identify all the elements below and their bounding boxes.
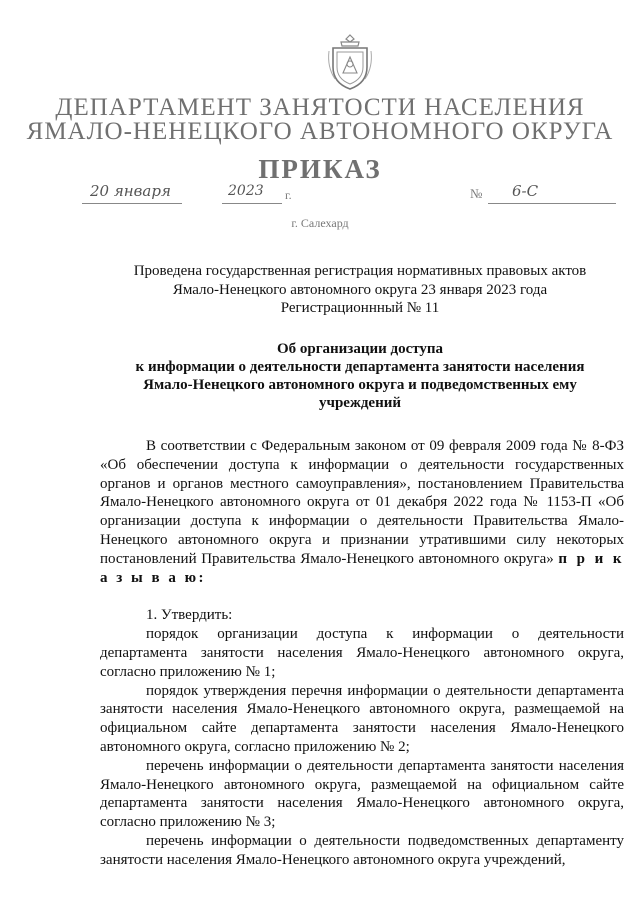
- preamble-paragraph: [100, 437, 624, 587]
- document-type-heading: ПРИКАЗ: [258, 154, 382, 184]
- city: г. Салехард: [291, 216, 349, 230]
- year-suffix: г.: [285, 188, 292, 202]
- date-underline: [82, 203, 182, 204]
- order-title: [100, 340, 620, 412]
- order-number: 6-С: [512, 182, 539, 200]
- number-underline: [488, 203, 616, 204]
- date-day-month: 20 января: [90, 182, 171, 200]
- item-1-heading: 1. Утвердить:: [146, 607, 233, 624]
- coat-of-arms-emblem: [325, 33, 375, 91]
- registration-line1: Проведена государственная регистрация нормативных правовых актов: [133, 263, 587, 279]
- item-1-paragraph-2: порядок утверждения перечня информации о деятельности департамента занятости населения Ямало-Ненецкого автономного округа, размещаемой на официальном сайте департамента занятости населения Ямало-Ненецкого автономного округа, согласно приложению № 2;: [100, 682, 624, 755]
- registration-note: [100, 262, 620, 318]
- title-line1: Об организации доступа: [276, 341, 444, 357]
- order-body: [100, 437, 624, 870]
- order-word: п р и к а з ы в а ю:: [100, 550, 625, 586]
- title-line2: к информации о деятельности департамента занятости населения: [135, 359, 585, 375]
- department-name-line2: ЯМАЛО-НЕНЕЦКОГО АВТОНОМНОГО ОКРУГА: [26, 118, 614, 145]
- title-line3: Ямало-Ненецкого автономного округа и подведомственных ему: [143, 377, 577, 393]
- year-underline: [222, 203, 282, 204]
- title-line4: учреждений: [318, 395, 401, 411]
- item-1-paragraph-4: перечень информации о деятельности подведомственных департаменту занятости населения Ямало-Ненецкого автономного округа учреждений,: [100, 832, 624, 868]
- item-1-paragraph-3: перечень информации о деятельности департамента занятости населения Ямало-Ненецкого автономного округа, размещаемой на официальном сайте департамента занятости населения Ямало-Ненецкого автономного округа, согласно приложению № 3;: [100, 757, 624, 831]
- registration-line3: Регистрационнный № 11: [280, 300, 440, 316]
- registration-line2: Ямало-Ненецкого автономного округа 23 января 2023 года: [172, 281, 548, 298]
- number-sign: №: [470, 186, 483, 201]
- preamble-text: В соответствии с Федеральным законом от 09 февраля 2009 года № 8-ФЗ «Об обеспечении доступа к информации о деятельности государственных органов и органов местного самоуправления», постановлением Правительства Ямало-Ненецкого автономного округа от 01 декабря 2022 года № 1153-П «Об организации доступа к информации о деятельности Правительства Ямало-Ненецкого автономного округа и признании утратившими силу некоторых постановлений Правительства Ямало-Ненецкого автономного округа»: [100, 438, 624, 567]
- spacer: [100, 587, 624, 606]
- item-1-paragraph-1: порядок организации доступа к информации о деятельности департамента занятости населения Ямало-Ненецкого автономного округа, согласно приложению № 1;: [100, 626, 624, 680]
- date-year: 2023: [228, 183, 264, 199]
- department-name-line1: ДЕПАРТАМЕНТ ЗАНЯТОСТИ НАСЕЛЕНИЯ: [55, 94, 585, 121]
